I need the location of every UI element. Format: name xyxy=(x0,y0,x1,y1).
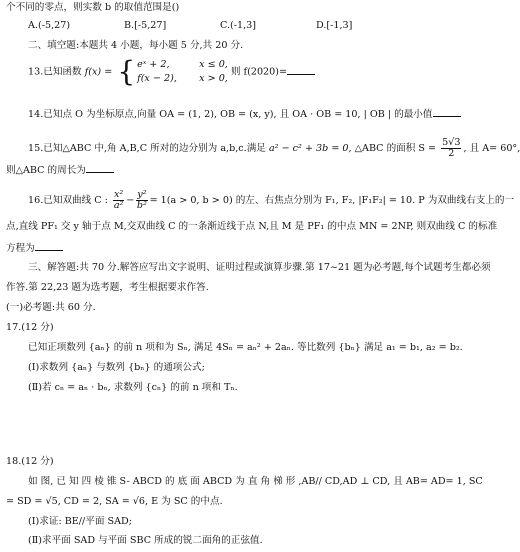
prev-question-tail: 个不同的零点，则实数 b 的取值范围是() xyxy=(6,2,180,13)
question-15-line2 xyxy=(6,162,474,178)
q16-answer-blank xyxy=(35,240,63,251)
q13-cond1: x ≤ 0, xyxy=(199,59,228,71)
question-18-title: 18.(12 分) xyxy=(6,456,54,467)
q16-d2: b² xyxy=(136,200,147,212)
q15-part1: 15.已知△ABC 中,角 A,B,C 所对的边分别为 a,b,c.满足 xyxy=(28,143,266,155)
q13-piecewise xyxy=(115,55,228,88)
q15-den: 2 xyxy=(448,148,455,160)
options-row xyxy=(28,20,474,33)
q15-equation: a² − c² + 3b = 0, xyxy=(268,143,352,155)
q13-suffix: 则 f(2020)= xyxy=(230,66,288,78)
q16-n2: y² xyxy=(137,189,147,200)
question-16-line2: 点,直线 PF₁ 交 y 轴于点 M,交双曲线 C 的一条渐近线于点 N,且 M 是 PF₁ 的中点 MN = 2NP, 则双曲线 C 的标准 xyxy=(6,221,498,232)
option-c: C.(-1,3] xyxy=(220,20,257,31)
question-17-line1: 已知正项数列 {aₙ} 的前 n 项和为 Sₙ, 满足 4Sₙ = aₙ² + 2aₙ. 等比数列 {bₙ} 满足 a₁ = b₁, a₂ = b₂. xyxy=(28,342,463,353)
question-18-line1: 如 图, 已 知 四 棱 锥 S- ABCD 的 底 面 ABCD 为 直 角 梯 形 ,AB// CD,AD ⊥ CD, 且 AB= AD= 1, SC xyxy=(28,476,483,487)
question-16 xyxy=(28,189,515,212)
q15-part3: , 且 A= 60°, xyxy=(463,143,520,155)
q15-num: 5√3 xyxy=(442,137,461,148)
brace-symbol: { xyxy=(117,55,136,88)
q13-prefix: 13.已知函数 xyxy=(28,66,82,78)
q13-fx: f(x) = xyxy=(84,66,113,78)
question-13 xyxy=(28,55,474,88)
q13-answer-blank xyxy=(287,64,315,75)
q16-part2: = 1(a > 0, b > 0) 的左、右焦点分别为 F₁, F₂, |F₁F₂| = 10. P 为双曲线右支上的一 xyxy=(149,195,515,207)
question-14 xyxy=(28,106,474,122)
section-solve-line3: (一)必考题:共 60 分. xyxy=(6,302,96,313)
q16-line3: 方程为 xyxy=(6,243,35,254)
question-17-title: 17.(12 分) xyxy=(6,322,54,333)
option-a: A.(-5,27) xyxy=(28,20,71,31)
q14-answer-blank xyxy=(433,106,461,117)
q16-frac-y xyxy=(136,190,147,211)
q16-d1: a² xyxy=(113,200,124,212)
q13-cases xyxy=(137,58,228,86)
q16-part1: 16.已知双曲线 C : xyxy=(28,195,108,207)
q14-text: 14.已知点 O 为坐标原点,向量 OA = (1, 2), OB = (x, y), 且 OA · OB = 10, | OB | 的最小值 xyxy=(28,109,433,120)
question-17-part1: (Ⅰ)求数列 {aₙ} 与数列 {bₙ} 的通项公式; xyxy=(28,362,205,373)
q16-frac-x xyxy=(113,190,124,211)
q13-case2: f(x − 2), xyxy=(137,73,177,84)
q15-answer-blank xyxy=(86,162,114,173)
q15-fraction xyxy=(441,138,461,159)
section-fill-in-header: 二、填空题:本题共 4 小题，每小题 5 分,共 20 分. xyxy=(28,40,244,51)
option-b: B.[-5,27] xyxy=(124,20,167,31)
q16-n1: x² xyxy=(113,189,124,200)
section-solve-line1: 三、解答题:共 70 分.解答应写出文字说明、证明过程或演算步骤.第 17~21 题为必考题,每个试题考生都必须 xyxy=(28,262,491,273)
q15-line2: 则△ABC 的周长为 xyxy=(6,165,86,176)
question-16-line3 xyxy=(6,240,474,256)
question-18-part1: (Ⅰ)求证: BE//平面 SAD; xyxy=(28,516,132,527)
q16-minus: − xyxy=(126,195,135,207)
section-solve-line2: 作答.第 22,23 题为选考题，考生根据要求作答. xyxy=(6,282,209,293)
q15-part2: △ABC 的面积 S = xyxy=(354,143,437,155)
option-d: D.[-1,3] xyxy=(316,20,353,31)
question-18-line2: = SD = √5, CD = 2, SA = √6, E 为 SC 的中点. xyxy=(6,496,223,507)
q13-cond2: x > 0, xyxy=(199,73,228,84)
question-18-part2: (Ⅱ)求平面 SAD 与平面 SBC 所成的锐二面角的正弦值. xyxy=(28,535,263,546)
q13-case1: eˣ + 2, xyxy=(137,59,170,71)
question-17-part2: (Ⅱ)若 cₙ = aₙ · bₙ, 求数列 {cₙ} 的前 n 项和 Tₙ. xyxy=(28,382,238,393)
question-15 xyxy=(28,137,520,160)
